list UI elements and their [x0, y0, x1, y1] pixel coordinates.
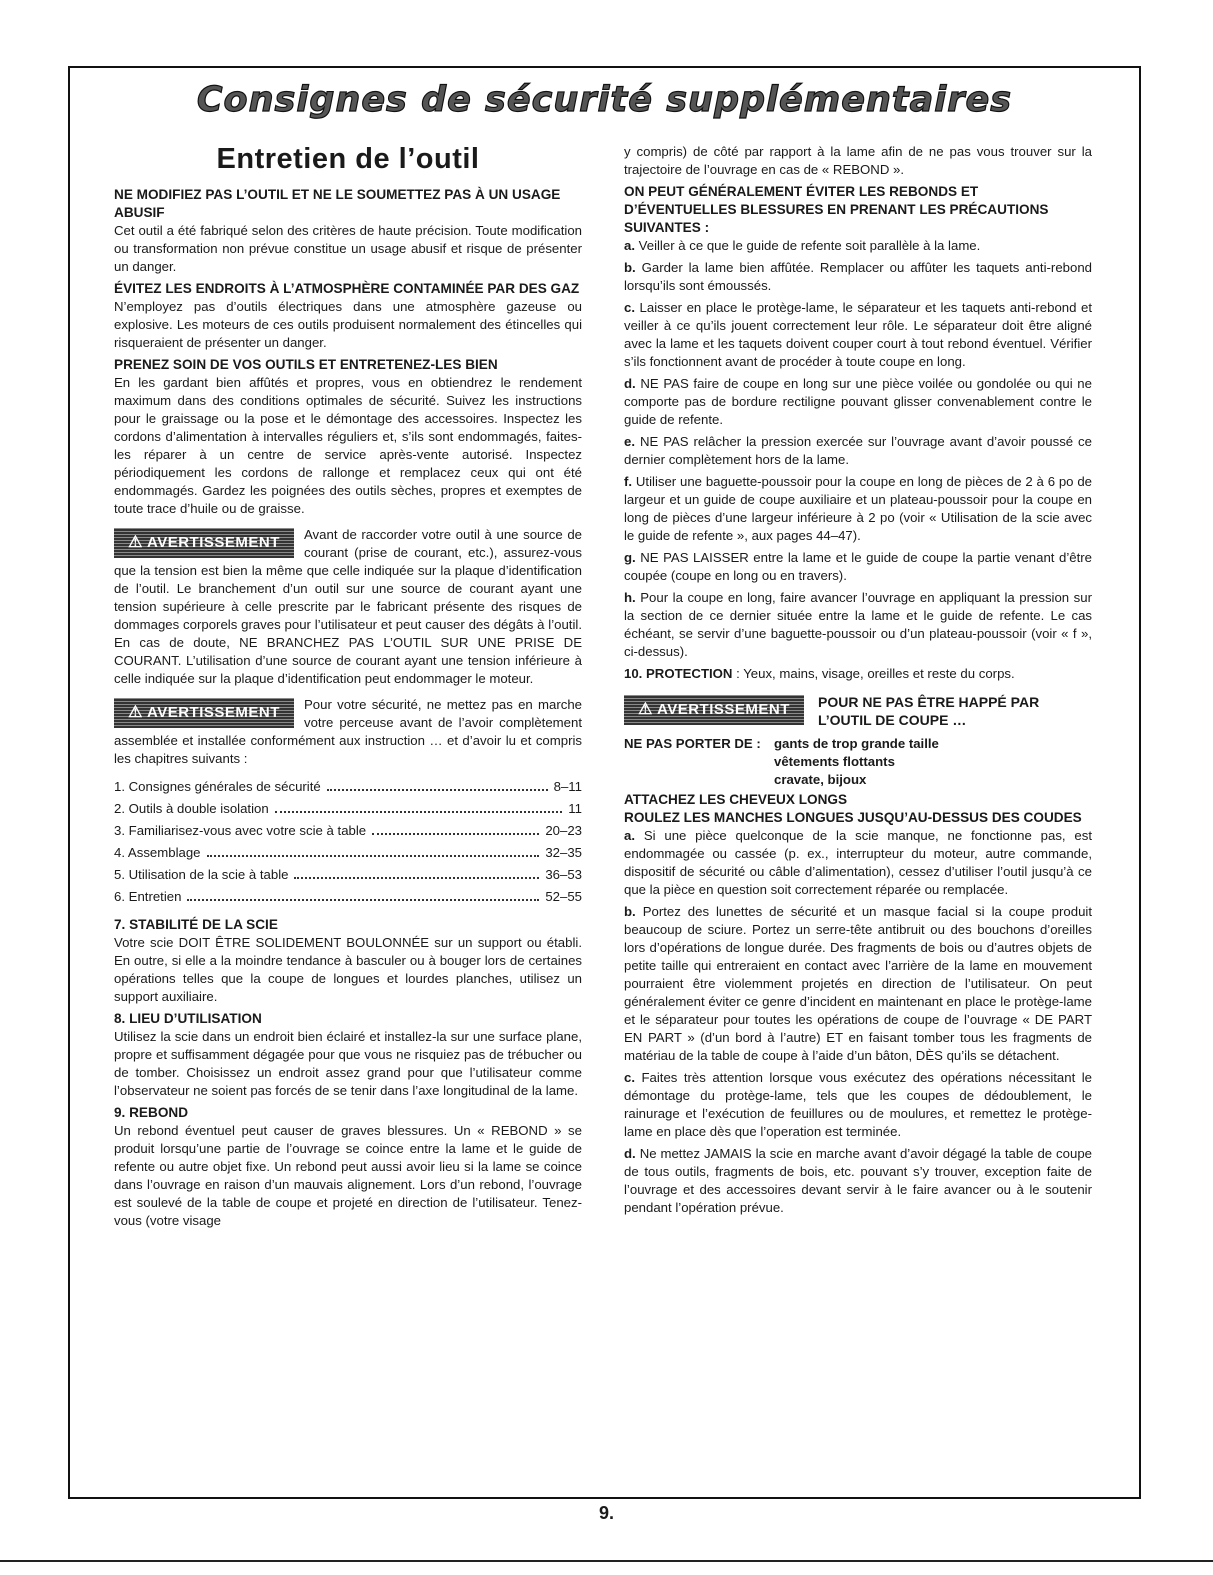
chapter-pages: 8–11	[553, 779, 582, 794]
chapter-label: 1. Consignes générales de sécurité	[114, 779, 321, 794]
chapter-pages: 11	[568, 801, 582, 816]
numbered-heading: 9. REBOND	[114, 1105, 189, 1120]
dot-leader	[207, 855, 540, 857]
precaution-item	[624, 237, 1092, 255]
chapter-entry	[114, 842, 582, 864]
item-text: NE PAS LAISSER entre la lame et le guide de coupe la partie venant d’être coupée (coupe en long ou en travers).	[624, 550, 1092, 583]
numbered-heading: 7. STABILITÉ DE LA SCIE	[114, 917, 278, 932]
item-letter: b.	[624, 904, 636, 919]
item-letter: b.	[624, 260, 636, 275]
item-text: Laisser en place le protège-lame, le séparateur et les taquets anti-rebond et veiller à ce qu’ils jouent correctement leur rôle. Le séparateur doit être aligné avec la lame et les taquets doivent couper court à tout rebond éventuel. Vérifier s’ils fonctionnent avant de procéder à toute coupe en long.	[624, 300, 1092, 369]
warning-voltage	[114, 526, 582, 688]
warning-badge-label: AVERTISSEMENT	[146, 534, 280, 551]
precaution-item	[624, 259, 1092, 295]
item-letter: c.	[624, 300, 635, 315]
warning-badge-label: AVERTISSEMENT	[146, 704, 280, 721]
protection-label: 10. PROTECTION	[624, 666, 733, 681]
warning-triangle-icon: ⚠	[638, 701, 653, 718]
warning-badge-label: AVERTISSEMENT	[656, 701, 790, 718]
item-letter: g.	[624, 550, 636, 565]
chapter-list	[114, 776, 582, 908]
dot-leader	[327, 789, 548, 791]
item-text: Garder la lame bien affûtée. Remplacer ou affûter les taquets anti-rebond lorsqu’ils sont émoussés.	[624, 260, 1092, 293]
chapter-entry	[114, 886, 582, 908]
warning-triangle-icon: ⚠	[128, 534, 143, 551]
item-text: Si une pièce quelconque de la scie manque, ne fonctionne pas, est endommagée ou cassée (p. ex., interrupteur du moteur, autre commande, dispositif de sécurité ou câble d’alimentation), cessez d’utiliser l’outil jusqu’à ce que la pièce en question soit correctement réparée ou remplacée.	[624, 828, 1092, 897]
warning-text: Avant de raccorder votre outil à une source de courant (prise de courant, etc.), assurez-vous que la tension est bien la même que celle indiquée sur la plaque d’identification de l’outil. Le branchement d’un outil sur une source de courant ayant une tension supérieure à celle prescrite par le fabricant présente des risques de dommages corporels graves pour l’utilisateur et peut causer des dégâts à l’outil. En cas de doute, NE BRANCHEZ PAS L’OUTIL SUR UNE PRISE DE COURANT. L’utilisation d’une source de courant ayant une tension inférieure à celle indiquée sur la plaque d’identification peut endommager le moteur.	[114, 527, 582, 686]
precaution-item	[624, 549, 1092, 585]
chapter-pages: 52–55	[545, 889, 582, 904]
right-column	[624, 143, 1092, 1221]
section-heading: PRENEZ SOIN DE VOS OUTILS ET ENTRETENEZ-LES BIEN	[114, 357, 498, 372]
precaution-item	[624, 375, 1092, 429]
do-not-wear-label: NE PAS PORTER DE :	[624, 736, 761, 751]
page-number: 9.	[598, 1503, 614, 1523]
chapter-label: 3. Familiarisez-vous avec votre scie à table	[114, 823, 367, 838]
dot-leader	[294, 877, 539, 879]
chapter-label: 5. Utilisation de la scie à table	[114, 867, 289, 882]
chapter-entry	[114, 776, 582, 798]
numbered-body: Utilisez la scie dans un endroit bien éclairé et installez-la sur une surface plane, propre et suffisamment dégagée pour que vous ne risquiez pas de trébucher ou de tomber. Choisissez un endroit assez grand pour que l’utilisateur comme l’observateur ne soient pas forcés de se tenir dans l’axe longitudinal de la lame.	[114, 1029, 582, 1098]
item-letter: c.	[624, 1070, 635, 1085]
protection-line	[624, 665, 1092, 683]
do-not-wear-item: gants de trop grande taille	[774, 736, 939, 751]
chapter-label: 6. Entretien	[114, 889, 182, 904]
item-letter: f.	[624, 474, 633, 489]
do-not-wear-item: cravate, bijoux	[774, 772, 867, 787]
item-text: Portez des lunettes de sécurité et un masque facial si la coupe produit beaucoup de sciure. Portez un serre-tête antibruit ou des bouchons d’oreilles lors d’opérations de longue durée. Des fragments de bois ou d’autres objets de petite taille qui entreraient en contact avec l’arrière de la lame en mouvement pourraient être violemment projetés en direction de l’utilisateur. On peut généralement éviter ce genre d’incident en maintenant en place le protège-lame et le séparateur pour toutes les opérations de coupe de l’ouvrage « DE PART EN PART » (d’un bord à l’autre) ET en faisant tomber tous les fragments de matériau de la table de coupe à l’aide d’un bâton, DÈS qu’ils se détachent.	[624, 904, 1092, 1063]
numbered-heading: 8. LIEU D’UTILISATION	[114, 1011, 262, 1026]
left-column	[114, 140, 582, 1234]
chapter-label: 2. Outils à double isolation	[114, 801, 269, 816]
safety-item	[624, 827, 1092, 899]
page-title: Consignes de sécurité supplémentaires	[196, 80, 1013, 120]
item-letter: d.	[624, 376, 636, 391]
warning-entanglement	[624, 693, 1092, 729]
chapter-pages: 20–23	[545, 823, 582, 838]
item-letter: d.	[624, 1146, 636, 1161]
do-not-wear-list	[774, 735, 939, 789]
protection-text: : Yeux, mains, visage, oreilles et reste du corps.	[732, 666, 1015, 681]
item-text: Faites très attention lorsque vous exécutez des opérations nécessitant le démontage du protège-lame, tels que les coupes de dédoublement, le rainurage et l’exécution de feuillures ou de moulures, et remettez le protège-lame en place dès que l’operation est terminée.	[624, 1070, 1092, 1139]
chapter-pages: 36–53	[545, 867, 582, 882]
precaution-item	[624, 473, 1092, 545]
warning-title: L’OUTIL DE COUPE …	[818, 712, 967, 728]
item-text: Pour la coupe en long, faire avancer l’ouvrage en appliquant la pression sur la section de ce dernier située entre la lame et le guide de refente. Le cas échéant, se servir d’une baguette-poussoir ou d’un plateau-poussoir (voir « f », ci-dessus).	[624, 590, 1092, 659]
section-heading: ÉVITEZ LES ENDROITS À L’ATMOSPHÈRE CONTAMINÉE PAR DES GAZ	[114, 281, 580, 296]
chapter-label: 4. Assemblage	[114, 845, 201, 860]
item-text: Veiller à ce que le guide de refente soit parallèle à la lame.	[638, 238, 981, 253]
warning-badge	[114, 698, 294, 728]
warning-badge	[624, 695, 804, 725]
warning-title: POUR NE PAS ÊTRE HAPPÉ PAR	[818, 694, 1040, 710]
dot-leader	[275, 811, 563, 813]
section-body: Cet outil a été fabriqué selon des critères de haute précision. Toute modification ou transformation non prévue constitue un usage abusif et risque de présenter un danger.	[114, 223, 582, 274]
continued-text: y compris) de côté par rapport à la lame afin de ne pas vous trouver sur la trajectoire de l’ouvrage en cas de « REBOND ».	[624, 144, 1092, 177]
sleeves-heading: ROULEZ LES MANCHES LONGUES JUSQU’AU-DESSUS DES COUDES	[624, 810, 1082, 825]
numbered-body: Votre scie DOIT ÊTRE SOLIDEMENT BOULONNÉE sur un support ou établi. En outre, si elle a la moindre tendance à basculer ou à bouger lors de certaines opérations telles que la coupe de longues et lourdes planches, utilisez un support auxiliaire.	[114, 935, 582, 1004]
warning-assembly	[114, 696, 582, 768]
dot-leader	[372, 833, 539, 835]
item-text: Ne mettez JAMAIS la scie en marche avant d’avoir dégagé la table de coupe de tous outils, fragments de bois, etc. pouvant s’y trouver, exception faite de l’ouvrage et des accessoires devant servir à le faire avancer ou à le soutenir pendant l’opération prévue.	[624, 1146, 1092, 1215]
dot-leader	[187, 899, 539, 901]
safety-item	[624, 1145, 1092, 1217]
bottom-rule	[0, 1560, 1213, 1562]
item-letter: a.	[624, 238, 635, 253]
item-text: NE PAS faire de coupe en long sur une pièce voilée ou gondolée ou qui ne comporte pas de bordure rectiligne pouvant glisser convenablement contre le guide de refente.	[624, 376, 1092, 427]
precaution-item	[624, 433, 1092, 469]
item-text: Utiliser une baguette-poussoir pour la coupe en long de pièces de 2 à 6 po de largeur et un guide de coupe auxiliaire et un plateau-poussoir pour la coupe en long de pièces d’une largeur inférieure à 2 po (voir « Utilisation de la scie avec le guide de refente », aux pages 44–47).	[624, 474, 1092, 543]
section-heading: NE MODIFIEZ PAS L’OUTIL ET NE LE SOUMETTEZ PAS À UN USAGE ABUSIF	[114, 187, 561, 220]
item-letter: e.	[624, 434, 635, 449]
item-letter: a.	[624, 828, 635, 843]
chapter-entry	[114, 864, 582, 886]
section-title: Entretien de l’outil	[216, 143, 480, 175]
warning-text: Pour votre sécurité, ne mettez pas en marche votre perceuse avant de l’avoir complètement assemblée et installée conformément aux instruction … et d’avoir lu et compris les chapitres suivants :	[114, 697, 582, 766]
safety-item	[624, 903, 1092, 1065]
hair-heading: ATTACHEZ LES CHEVEUX LONGS	[624, 792, 848, 807]
item-text: NE PAS relâcher la pression exercée sur l’ouvrage avant d’avoir poussé ce dernier complètement hors de la lame.	[624, 434, 1092, 467]
numbered-body: Un rebond éventuel peut causer de graves blessures. Un « REBOND » se produit lorsqu’une partie de l’ouvrage se coince entre la lame et le guide de refente ou autre objet fixe. Un rebond peut aussi avoir lieu si la lame se coince dans l’ouvrage en raison d’un mauvais alignement. Lors d’un rebond, l’ouvrage est soulevé de la table de coupe et projeté en direction de l’utilisateur. Tenez-vous (votre visage	[114, 1123, 582, 1228]
precautions-heading: ON PEUT GÉNÉRALEMENT ÉVITER LES REBONDS ET D’ÉVENTUELLES BLESSURES EN PRENANT LES PRÉCAUTIONS SUIVANTES :	[624, 184, 1049, 235]
warning-triangle-icon: ⚠	[128, 704, 143, 721]
section-body: En les gardant bien affûtés et propres, vous en obtiendrez le rendement maximum dans des conditions optimales de sécurité. Suivez les instructions pour le graissage ou la pose et le démontage des accessoires. Inspectez les cordons d’alimentation à intervalles réguliers et, s’ils sont endommagés, faites-les réparer à un centre de service après-vente autorisé. Inspectez périodiquement les cordons de rallonge et remplacez ceux qui ont été endommagés. Gardez les poignées des outils sèches, propres et exemptes de toute trace d’huile ou de graisse.	[114, 375, 582, 516]
do-not-wear-item: vêtements flottants	[774, 754, 895, 769]
item-letter: h.	[624, 590, 636, 605]
precaution-item	[624, 589, 1092, 661]
chapter-pages: 32–35	[545, 845, 582, 860]
safety-item	[624, 1069, 1092, 1141]
warning-badge	[114, 528, 294, 558]
do-not-wear	[624, 735, 1092, 789]
precaution-item	[624, 299, 1092, 371]
section-body: N’employez pas d’outils électriques dans une atmosphère gazeuse ou explosive. Les moteurs de ces outils produisent normalement des étincelles qui risqueraient de présenter un danger.	[114, 299, 582, 350]
chapter-entry	[114, 820, 582, 842]
chapter-entry	[114, 798, 582, 820]
